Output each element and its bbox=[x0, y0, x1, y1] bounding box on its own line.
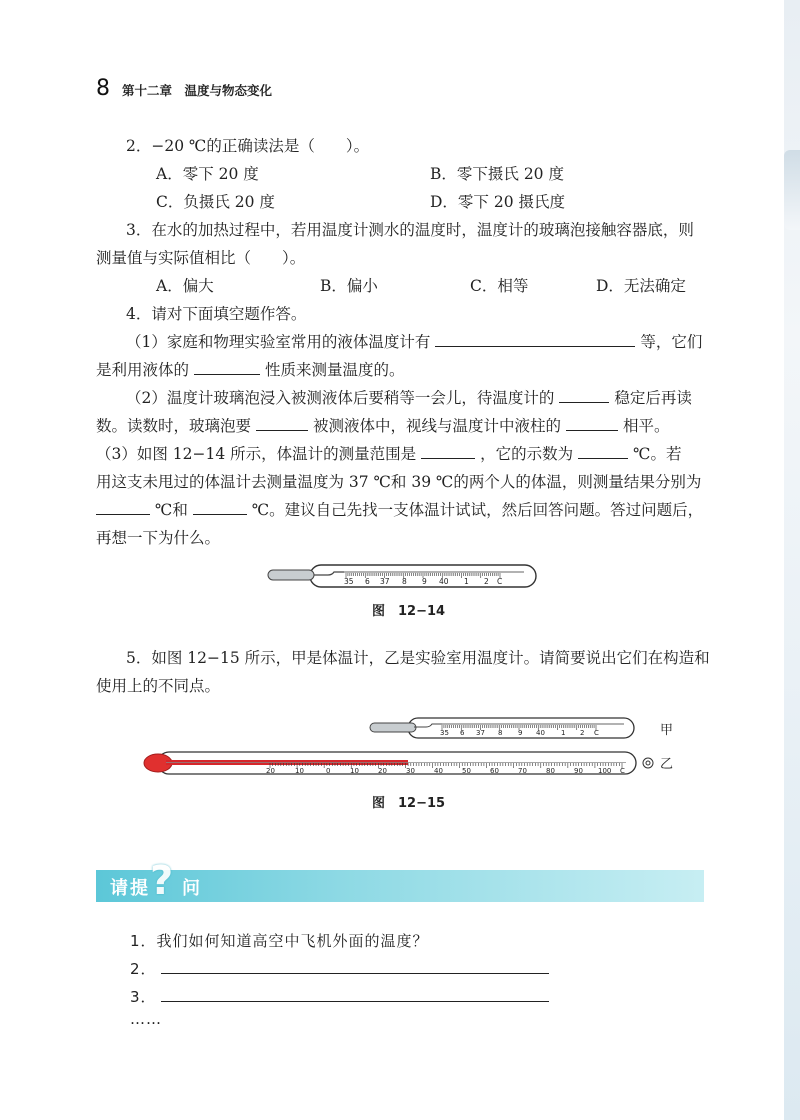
ask-questions-banner bbox=[96, 858, 704, 904]
q4-p3-blank4[interactable] bbox=[193, 500, 247, 515]
chapter-title: 第十二章 温度与物态变化 bbox=[122, 83, 273, 98]
clin-label-36: 6 bbox=[460, 729, 465, 737]
q4-p1-blank2[interactable] bbox=[194, 360, 260, 375]
q4-part3-line4: 再想一下为什么。 bbox=[96, 529, 221, 547]
ask-q3-number: 3． bbox=[130, 988, 157, 1006]
banner-text-qingti: 请提 bbox=[110, 878, 150, 899]
lab-hanging-ring bbox=[643, 758, 653, 768]
lab-thermometer bbox=[144, 752, 673, 775]
q4-stem: 4．请对下面填空题作答。 bbox=[126, 305, 307, 323]
lab-label-10: 10 bbox=[350, 767, 359, 775]
q4-p2-blank2[interactable] bbox=[256, 416, 308, 431]
ask-question-3 bbox=[130, 986, 549, 1007]
q4-p2-text-d: 被测液体中，视线与温度计中液柱的 bbox=[313, 417, 562, 435]
q4-part2-line2 bbox=[96, 416, 670, 436]
q4-p3-blank1[interactable] bbox=[421, 444, 475, 459]
q4-p3-text-e: ℃和 bbox=[155, 501, 188, 519]
lab-label-20: 20 bbox=[378, 767, 387, 775]
ask-q2-blank[interactable] bbox=[161, 961, 549, 974]
figure-12-15-caption: 图 12−15 bbox=[372, 796, 446, 811]
q4-p3-text-c: ℃。若 bbox=[633, 445, 682, 463]
q4-p1-text-c: 是利用液体的 bbox=[96, 361, 190, 379]
clin-label-42: 2 bbox=[580, 729, 585, 737]
tick-label-36: 6 bbox=[365, 577, 370, 586]
q2-option-a: A．零下 20 度 bbox=[156, 165, 259, 183]
clin-label-41: 1 bbox=[561, 729, 566, 737]
label-yi: 乙 bbox=[660, 757, 674, 772]
q4-p1-blank1[interactable] bbox=[435, 332, 635, 347]
ask-ellipsis: …… bbox=[130, 1010, 162, 1028]
clin-label-37: 37 bbox=[476, 729, 485, 737]
q4-part2-line1 bbox=[126, 388, 692, 408]
clinical-thermometer bbox=[370, 718, 673, 738]
q4-part3-line1 bbox=[96, 444, 682, 464]
tick-label-39: 9 bbox=[422, 577, 427, 586]
q4-part3-line3 bbox=[96, 500, 703, 520]
page-number: 8 bbox=[96, 76, 110, 101]
lab-label-50: 50 bbox=[462, 767, 471, 775]
lab-label-100: 100 bbox=[598, 767, 612, 775]
question-mark-icon: ? bbox=[150, 858, 174, 904]
q3-option-a: A．偏大 bbox=[156, 277, 214, 295]
q4-part1-line1 bbox=[126, 332, 702, 352]
q3-option-b: B．偏小 bbox=[320, 277, 378, 295]
lab-label-minus10: 10 bbox=[295, 767, 304, 775]
q3-stem-line1: 3．在水的加热过程中，若用温度计测水的温度时，温度计的玻璃泡接触容器底，则 bbox=[126, 221, 694, 239]
tick-label-42: 2 bbox=[484, 577, 489, 586]
ask-q2-number: 2． bbox=[130, 960, 157, 978]
q4-p2-text-b: 稳定后再读 bbox=[614, 389, 692, 407]
q4-p3-blank2[interactable] bbox=[578, 444, 628, 459]
tick-label-38: 8 bbox=[402, 577, 407, 586]
q4-p3-blank3[interactable] bbox=[96, 500, 150, 515]
ask-question-2 bbox=[130, 958, 549, 979]
lab-label-90: 90 bbox=[574, 767, 583, 775]
q4-p2-blank1[interactable] bbox=[559, 388, 609, 403]
figure-12-14-caption: 图 12−14 bbox=[372, 604, 446, 619]
q2-option-c: C．负摄氏 20 度 bbox=[156, 193, 275, 211]
tick-label-35: 35 bbox=[344, 577, 354, 586]
q2-option-d: D．零下 20 摄氏度 bbox=[430, 193, 566, 211]
label-jia: 甲 bbox=[660, 723, 674, 738]
lab-label-30: 30 bbox=[406, 767, 415, 775]
page-edge-strip bbox=[784, 0, 800, 1120]
tick-label-37: 37 bbox=[380, 577, 390, 586]
q4-part1-line2 bbox=[96, 360, 405, 380]
q4-p2-text-c: 数。读数时，玻璃泡要 bbox=[96, 417, 252, 435]
tick-label-41: 1 bbox=[464, 577, 469, 586]
q3-option-c: C．相等 bbox=[470, 277, 529, 295]
q5-line1: 5．如图 12−15 所示，甲是体温计，乙是实验室用温度计。请简要说出它们在构造和 bbox=[126, 649, 710, 667]
q2-stem: 2．−20 ℃的正确读法是（ ）。 bbox=[126, 137, 370, 155]
q4-p1-text-a: （1）家庭和物理实验室常用的液体温度计有 bbox=[126, 333, 431, 351]
ask-q3-blank[interactable] bbox=[161, 989, 549, 1002]
q4-p3-text-b: ，它的示数为 bbox=[480, 445, 574, 463]
q5-line2: 使用上的不同点。 bbox=[96, 677, 221, 695]
lab-ring-inner bbox=[646, 761, 650, 765]
q4-p2-blank3[interactable] bbox=[566, 416, 618, 431]
lab-label-minus20: 20 bbox=[266, 767, 275, 775]
q4-p1-text-b: 等，它们 bbox=[640, 333, 703, 351]
lab-label-80: 80 bbox=[546, 767, 555, 775]
q4-p3-text-a: （3）如图 12−14 所示，体温计的测量范围是 bbox=[96, 445, 417, 463]
q2-option-b: B．零下摄氏 20 度 bbox=[430, 165, 564, 183]
figure-12-15 bbox=[136, 712, 696, 788]
q4-part3-line2: 用这支未甩过的体温计去测量温度为 37 ℃和 39 ℃的两个人的体温，则测量结果分别为 bbox=[96, 473, 702, 491]
q3-stem-line2: 测量值与实际值相比（ ）。 bbox=[96, 249, 306, 267]
lab-label-60: 60 bbox=[490, 767, 499, 775]
banner-text-wen: 问 bbox=[182, 878, 200, 899]
q4-p1-text-d: 性质来测量温度的。 bbox=[265, 361, 405, 379]
lab-label-70: 70 bbox=[518, 767, 527, 775]
q3-option-d: D．无法确定 bbox=[596, 277, 686, 295]
clin-label-unit: C bbox=[594, 729, 599, 737]
tick-label-unit: C bbox=[497, 577, 503, 586]
clinical-bulb bbox=[370, 723, 416, 732]
edge-decoration bbox=[784, 150, 800, 230]
figure-12-14-thermometer bbox=[262, 560, 542, 592]
thermometer-bulb bbox=[268, 570, 314, 580]
lab-label-unit: C bbox=[620, 767, 625, 775]
clin-label-38: 8 bbox=[498, 729, 503, 737]
q4-p2-text-a: （2）温度计玻璃泡浸入被测液体后要稍等一会儿，待温度计的 bbox=[126, 389, 555, 407]
clin-label-39: 9 bbox=[518, 729, 523, 737]
q4-p3-text-f: ℃。建议自己先找一支体温计试试，然后回答问题。答过问题后， bbox=[251, 501, 704, 519]
clin-label-40: 40 bbox=[536, 729, 545, 737]
q4-p2-text-e: 相平。 bbox=[623, 417, 670, 435]
lab-label-0: 0 bbox=[326, 767, 331, 775]
ask-question-1: 1．我们如何知道高空中飞机外面的温度？ bbox=[130, 932, 429, 950]
tick-label-40: 40 bbox=[439, 577, 449, 586]
clin-label-35: 35 bbox=[440, 729, 449, 737]
page-header bbox=[96, 76, 272, 101]
lab-label-40: 40 bbox=[434, 767, 443, 775]
